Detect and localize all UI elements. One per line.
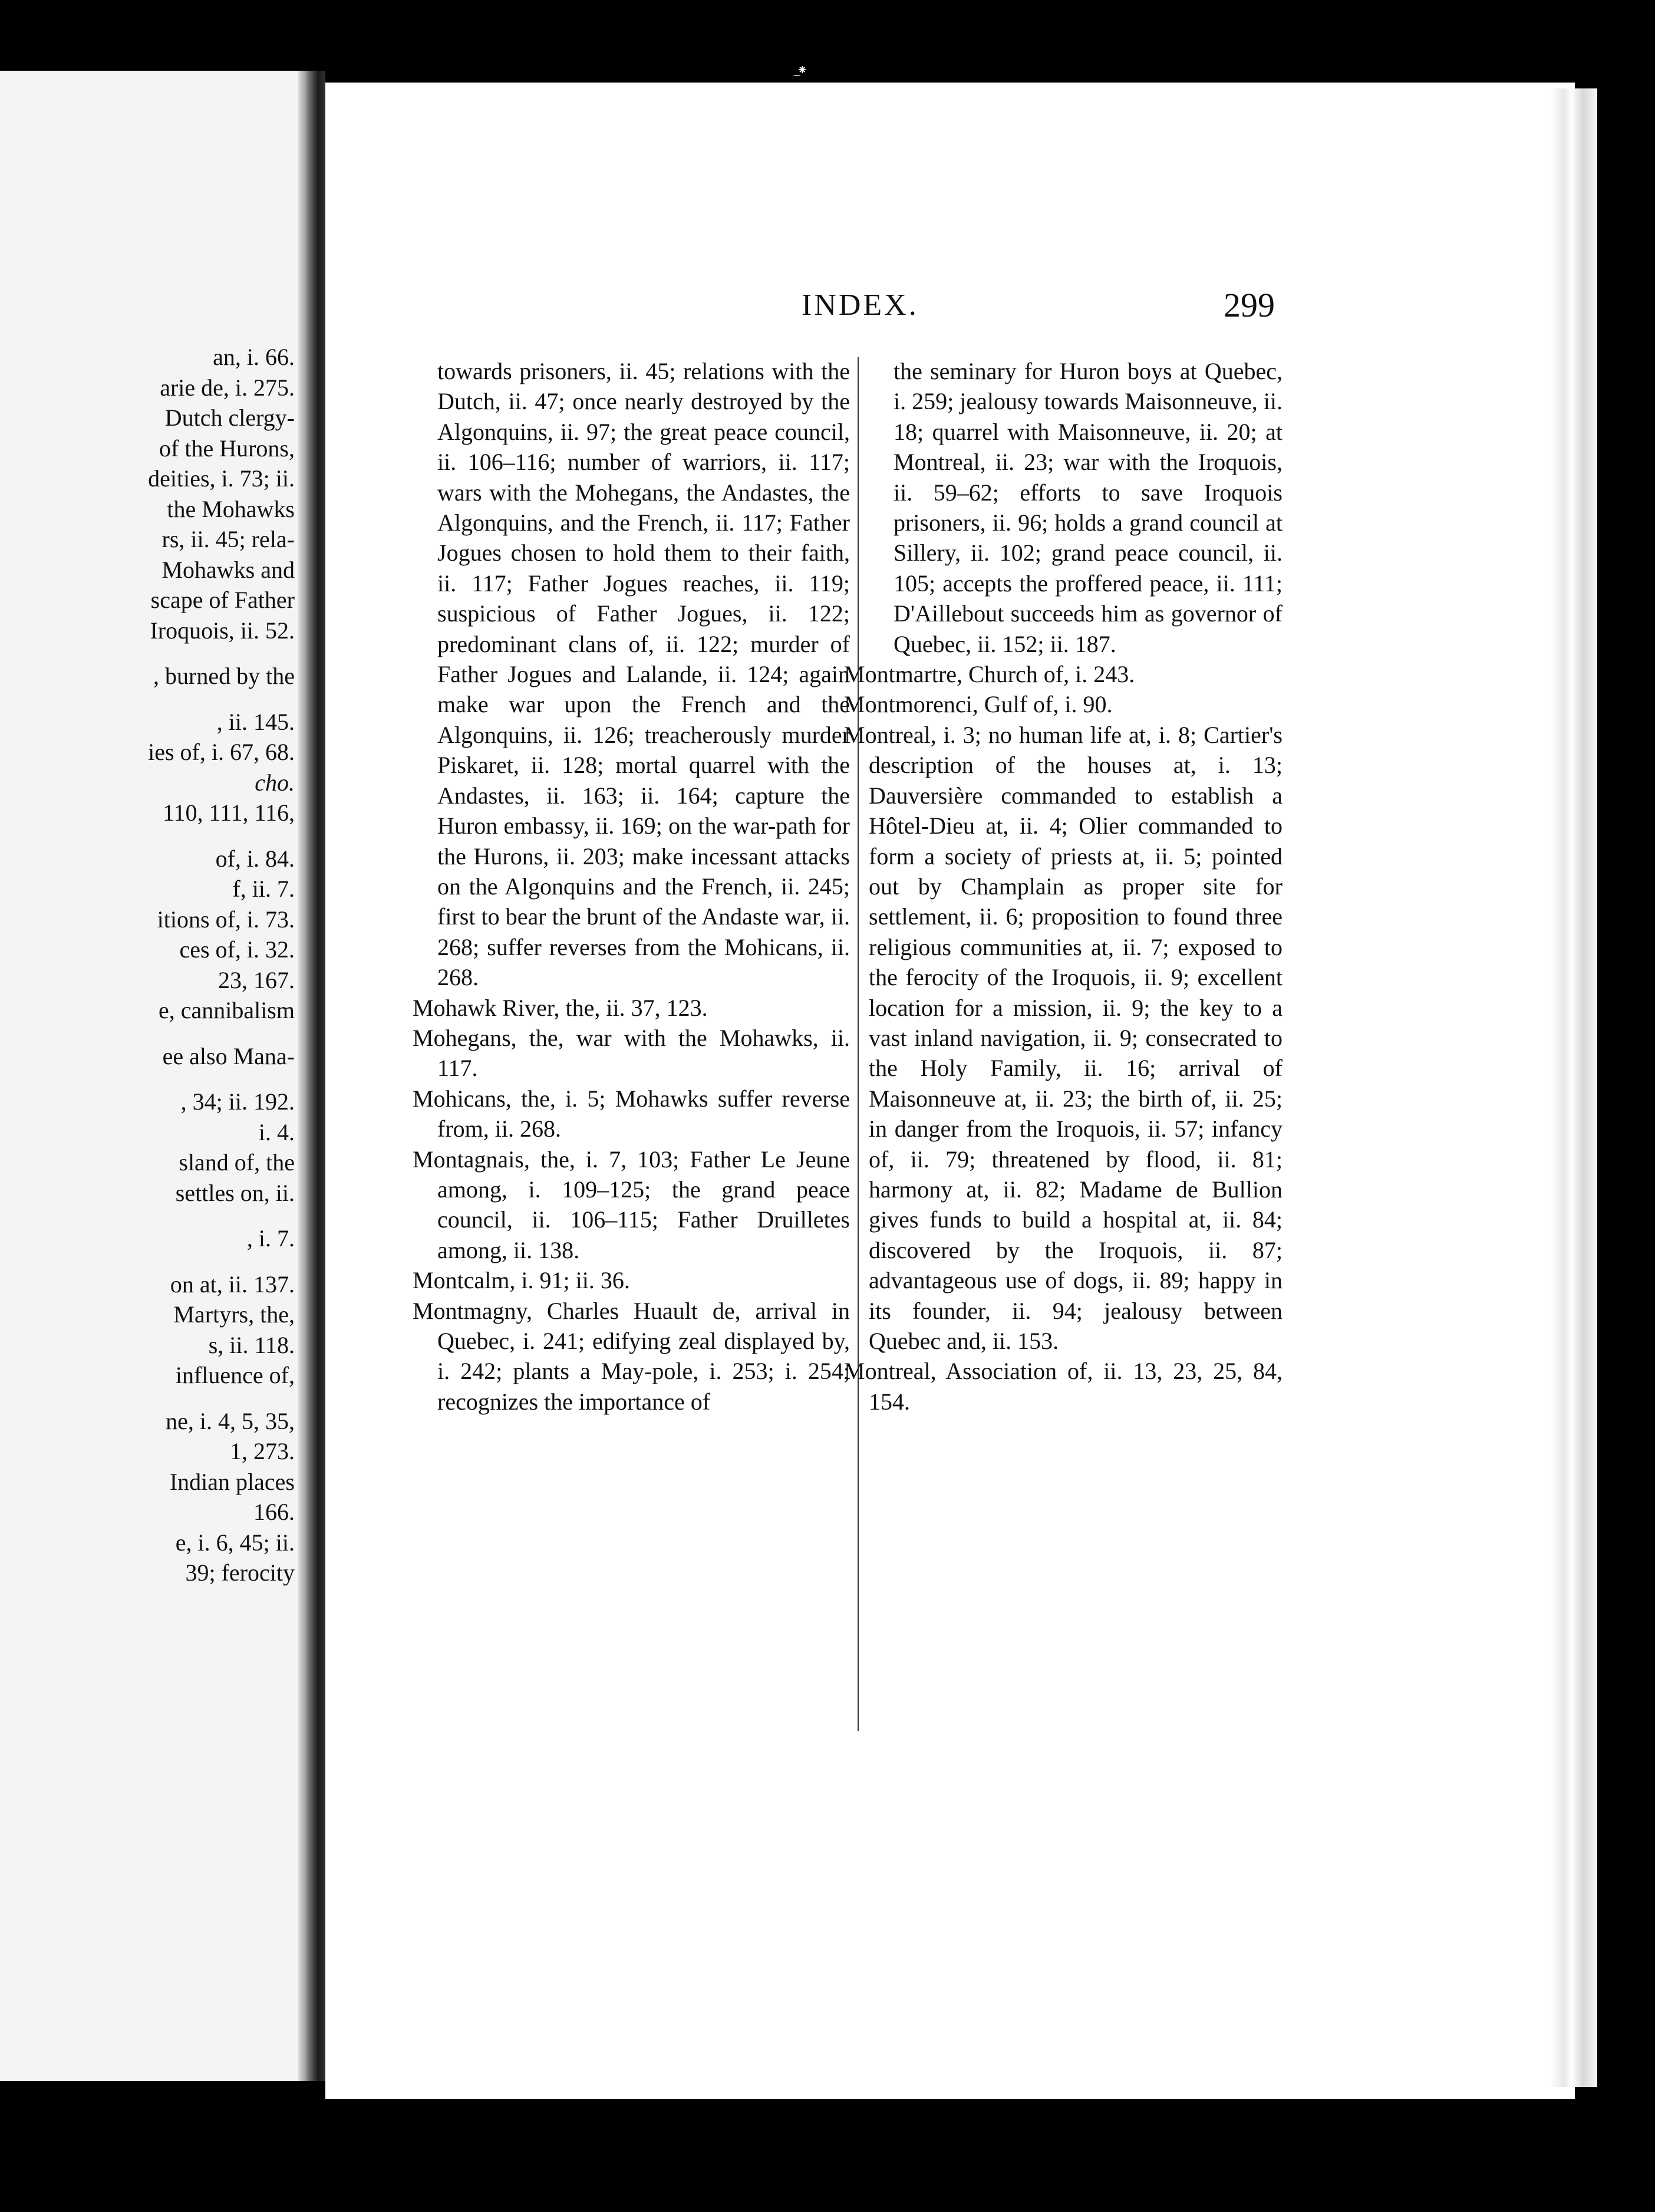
left-line: Dutch clergy-: [164, 404, 295, 431]
left-line-gap: [0, 1391, 295, 1406]
left-line-gap: [0, 646, 295, 661]
left-line: s, ii. 118.: [208, 1331, 295, 1358]
left-line: ne, i. 4, 5, 35,: [166, 1407, 295, 1434]
index-entry: Mohawk River, the, ii. 37, 123.: [413, 994, 708, 1021]
left-line: 1, 273.: [230, 1438, 295, 1464]
left-line: ee also Mana-: [162, 1042, 295, 1069]
left-line: itions of, i. 73.: [157, 906, 295, 933]
left-line: 23, 167.: [218, 966, 295, 993]
left-line: the Mohawks: [167, 495, 295, 522]
left-line: Iroquois, ii. 52.: [150, 617, 295, 644]
left-page: [0, 71, 306, 2081]
left-line: Indian places: [169, 1468, 295, 1495]
left-line-gap: [0, 1026, 295, 1041]
left-line: 110, 111, 116,: [162, 799, 295, 826]
index-entry: Mohegans, the, war with the Mohawks, ii. 117.: [413, 1024, 850, 1082]
left-page-edge: [298, 71, 306, 2081]
scan-mark: ̲⁕: [797, 62, 808, 77]
left-line: of the Hurons,: [159, 434, 295, 462]
index-entry: Mohicans, the, i. 5; Mohawks suffer reverse from, ii. 268.: [413, 1085, 850, 1143]
index-entry: Montreal, i. 3; no human life at, i. 8; Cartier's description of the houses at, i. 13; Dauversière commanded to establish a Hôtel-Dieu at, ii. 4; Olier commanded to form a society of priests at, ii. 5; pointed out by Champlain as proper site for settlement, ii. 6; proposition to found three religious communities at, ii. 7; exposed to the ferocity of the Iroquois, ii. 9; excellent location for a mission, ii. 9; the key to a vast inland navigation, ii. 9; consecrated to the Holy Family, ii. 16; arrival of Maisonneuve at, ii. 23; the birth of, ii. 25; in danger from the Iroquois, ii. 57; infancy of, ii. 79; threatened by flood, ii. 81; harmony at, ii. 82; Madame de Bullion gives funds to build a hospital at, ii. 84; discovered by the Iroquois, ii. 87; advantageous use of dogs, ii. 89; happy in its founder, ii. 94; jealousy between Quebec and, ii. 153.: [844, 721, 1283, 1354]
left-line: on at, ii. 137.: [170, 1270, 295, 1298]
index-entry-continuation: towards prisoners, ii. 45; relations with the Dutch, ii. 47; once nearly destroyed by the Algonquins, ii. 97; the great peace council, ii. 106–116; number of warriors, ii. 117; wars with the Mohegans, the Andastes, the Algonquins, and the French, ii. 117; Father Jogues chosen to hold them to their faith, ii. 117; Father Jogues reaches, ii. 119; suspicious of Father Jogues, ii. 122; predominant clans of, ii. 122; murder of Father Jogues and Lalande, ii. 124; again make war upon the French and the Algonquins, ii. 126; treacherously murder Piskaret, ii. 128; mortal quarrel with the Andastes, ii. 163; ii. 164; capture the Huron embassy, ii. 169; on the war-path for the Hurons, ii. 203; make incessant attacks on the Algonquins and the French, ii. 245; first to bear the brunt of the Andaste war, ii. 268; suffer reverses from the Mohicans, ii. 268.: [437, 358, 850, 991]
left-line-gap: [0, 692, 295, 707]
index-column-1: [413, 356, 850, 1417]
left-line-gap: [0, 1208, 295, 1223]
left-line: 39; ferocity: [185, 1559, 295, 1586]
left-line: 166.: [253, 1499, 295, 1525]
left-line: e, cannibalism: [158, 997, 295, 1023]
left-line: rs, ii. 45; rela-: [161, 526, 295, 552]
left-line: influence of,: [175, 1362, 295, 1388]
index-entry: Montagnais, the, i. 7, 103; Father Le Jeune among, i. 109–125; the grand peace council, ii. 106–115; Father Druilletes among, ii. 138.: [413, 1146, 850, 1263]
left-line: settles on, ii.: [175, 1179, 295, 1206]
page-number: 299: [1224, 286, 1275, 324]
left-line: , 34; ii. 192.: [180, 1088, 295, 1115]
left-line: Mohawks and: [161, 556, 295, 583]
left-line: f, ii. 7.: [232, 875, 295, 902]
left-line-gap: [0, 1254, 295, 1269]
left-line: i. 4.: [258, 1118, 295, 1146]
index-entry: Montcalm, i. 91; ii. 36.: [413, 1267, 630, 1294]
index-entry-continuation: the seminary for Huron boys at Quebec, i. 259; jealousy towards Maisonneuve, ii. 18; quarrel with Maisonneuve, ii. 20; at Montreal, ii. 23; war with the Iroquois, ii. 59–62; efforts to save Iroquois prisoners, ii. 96; holds a grand council at Sillery, ii. 102; grand peace council, ii. 105; accepts the proffered peace, ii. 111; D'Aillebout succeeds him as governor of Quebec, ii. 152; ii. 187.: [894, 358, 1283, 657]
left-line: of, i. 84.: [215, 845, 295, 872]
index-column-2: [844, 356, 1283, 1417]
left-line: scape of Father: [150, 587, 295, 613]
left-line-italic: cho.: [255, 769, 295, 796]
left-line-gap: [0, 828, 295, 844]
left-line: an, i. 66.: [213, 344, 295, 370]
index-entry: Montmorenci, Gulf of, i. 90.: [844, 691, 1113, 718]
left-line-gap: [0, 1071, 295, 1087]
left-line: arie de, i. 275.: [160, 374, 295, 401]
left-line: , i. 7.: [246, 1225, 295, 1252]
left-line: e, i. 6, 45; ii.: [175, 1529, 295, 1556]
book-gutter: [306, 71, 325, 2081]
left-line: deities, i. 73; ii.: [148, 465, 295, 492]
running-head: INDEX.: [802, 288, 919, 322]
left-line: , burned by the: [153, 663, 295, 689]
left-page-text: [0, 342, 295, 1588]
right-page-edge: [1550, 88, 1597, 2087]
left-line: , ii. 145.: [216, 708, 295, 735]
left-line: [0, 768, 295, 798]
index-entry: Montmartre, Church of, i. 243.: [844, 661, 1135, 688]
index-entry: Montreal, Association of, ii. 13, 23, 25, 84, 154.: [844, 1358, 1283, 1415]
left-line: sland of, the: [179, 1149, 295, 1176]
left-line: ces of, i. 32.: [179, 936, 295, 963]
left-line: ies of, i. 67, 68.: [148, 739, 295, 765]
index-entry: Montmagny, Charles Huault de, arrival in Quebec, i. 241; edifying zeal displayed by, i. 242; plants a May-pole, i. 253; i. 254; recognizes the importance of: [413, 1297, 850, 1415]
left-line: Martyrs, the,: [173, 1301, 295, 1328]
